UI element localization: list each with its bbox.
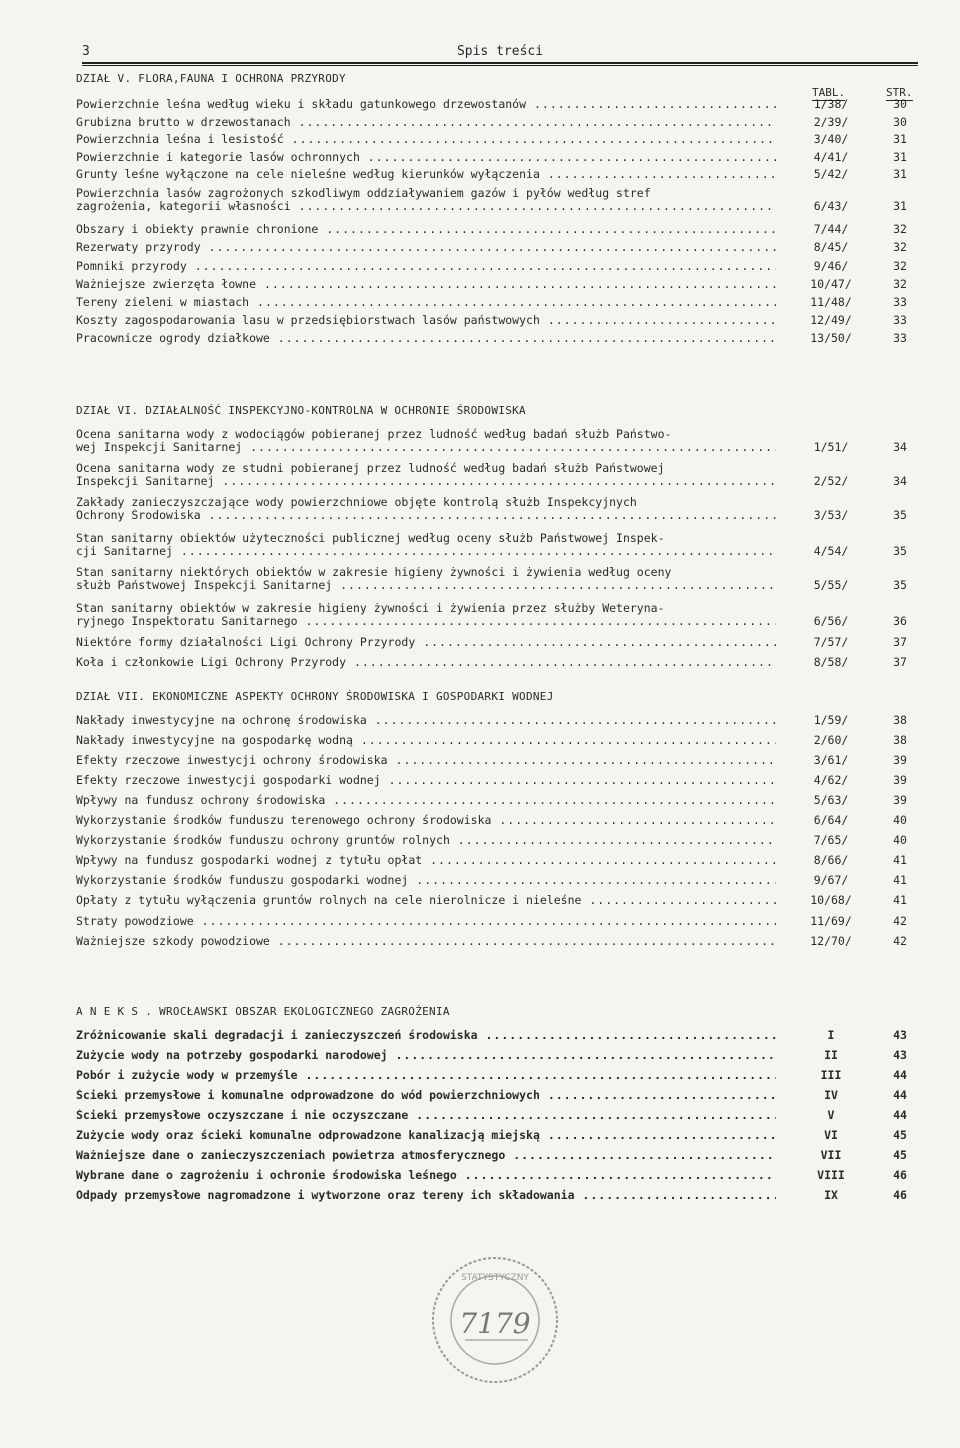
entry-title-line: Efekty rzeczowe inwestycji gospodarki wodnej ..... [76, 774, 776, 787]
page-ref: 36 [893, 614, 907, 628]
library-stamp [420, 1245, 570, 1395]
entry-title [76, 1129, 776, 1142]
entry-title [76, 1169, 776, 1182]
table-number: 6/43/ [813, 199, 849, 213]
entry-title [76, 1189, 776, 1202]
entry-title [76, 915, 776, 928]
page-ref: 34 [893, 474, 907, 488]
entry-title [76, 1069, 776, 1082]
page-ref: 30 [893, 97, 907, 111]
entry-title [76, 496, 776, 522]
entry-title-line: Straty powodziowe ..... [76, 915, 776, 928]
page-ref: 35 [893, 508, 907, 522]
table-number: 5/42/ [813, 167, 849, 181]
page-ref: 46 [893, 1168, 907, 1182]
table-number: V [827, 1108, 835, 1122]
entry-title-line: Ważniejsze szkody powodziowe ..... [76, 935, 776, 948]
header-rule-thin [82, 65, 918, 66]
table-number: 1/59/ [813, 713, 849, 727]
table-number: 2/60/ [813, 733, 849, 747]
entry-title-line: wej Inspekcji Sanitarnej ..... [76, 441, 776, 454]
entry-title [76, 278, 776, 291]
entry-title-line: Powierzchnie leśna według wieku i składu gatunkowego drzewostanów ..... [76, 98, 776, 111]
entry-title [76, 314, 776, 327]
page-ref: 42 [893, 914, 907, 928]
entry-title-line: Inspekcji Sanitarnej ..... [76, 475, 776, 488]
table-number: 7/57/ [813, 635, 849, 649]
page-ref: 33 [893, 313, 907, 327]
page-ref: 39 [893, 753, 907, 767]
entry-title [76, 935, 776, 948]
page-ref: 41 [893, 853, 907, 867]
page-ref: 39 [893, 793, 907, 807]
table-number: 7/65/ [813, 833, 849, 847]
entry-title-line: Rezerwaty przyrody ..... [76, 241, 776, 254]
entry-title [76, 602, 776, 628]
entry-title-line: Ochrony Środowiska ..... [76, 509, 776, 522]
page-ref: 40 [893, 833, 907, 847]
entry-title-line: zagrożenia, kategorii własności ..... [76, 200, 776, 213]
entry-title [76, 223, 776, 236]
table-number: 8/45/ [813, 240, 849, 254]
entry-title-line: Wykorzystanie środków funduszu terenowego ochrony środowiska ..... [76, 814, 776, 827]
page-ref: 44 [893, 1108, 907, 1122]
page-number: 3 [82, 44, 90, 59]
page-ref: 31 [893, 150, 907, 164]
page-title: Spis treści [456, 44, 544, 59]
entry-title-line: Nakłady inwestycyjne na ochronę środowiska ..... [76, 714, 776, 727]
entry-title [76, 636, 776, 649]
table-number: VII [820, 1148, 842, 1162]
page-ref: 43 [893, 1028, 907, 1042]
entry-title-line: Stan sanitarny obiektów w zakresie higieny żywności i żywienia przez służby Weteryna- [76, 602, 665, 615]
page-ref: 32 [893, 259, 907, 273]
entry-title-line: Koszty zagospodarowania lasu w przedsiębiorstwach lasów państwowych ..... [76, 314, 776, 327]
entry-title-line: Opłaty z tytułu wyłączenia gruntów rolnych na cele nierolnicze i nieleśne ..... [76, 894, 776, 907]
entry-title-line: Ważniejsze dane o zanieczyszczeniach powietrza atmosferycznego ..... [76, 1149, 776, 1162]
page-ref: 37 [893, 655, 907, 669]
entry-title [76, 1109, 776, 1122]
entry-title [76, 133, 776, 146]
page-ref: 42 [893, 934, 907, 948]
page-ref: 33 [893, 295, 907, 309]
table-number: 11/48/ [810, 295, 852, 309]
section-title: DZIAŁ VI. DZIAŁALNOŚĆ INSPEKCYJNO-KONTROLNA W OCHRONIE ŚRODOWISKA [76, 404, 526, 417]
entry-title [76, 894, 776, 907]
entry-title-line: Wykorzystanie środków funduszu gospodarki wodnej ..... [76, 874, 776, 887]
entry-title-line: Zakłady zanieczyszczające wody powierzchniowe objęte kontrolą służb Inspekcyjnych [76, 496, 637, 509]
entry-title [76, 734, 776, 747]
table-number: 4/62/ [813, 773, 849, 787]
entry-title [76, 1049, 776, 1062]
page-ref: 32 [893, 277, 907, 291]
table-number: 3/61/ [813, 753, 849, 767]
page-ref: 30 [893, 115, 907, 129]
entry-title-line: ryjnego Inspektoratu Sanitarnego ..... [76, 615, 776, 628]
table-number: 6/56/ [813, 614, 849, 628]
entry-title [76, 834, 776, 847]
entry-title [76, 428, 776, 454]
table-number: 3/40/ [813, 132, 849, 146]
entry-title-line: Wybrane dane o zagrożeniu i ochronie środowiska leśnego ..... [76, 1169, 776, 1182]
entry-title-line: Zróżnicowanie skali degradacji i zanieczyszczeń środowiska ..... [76, 1029, 776, 1042]
entry-title-line: służb Państwowej Inspekcji Sanitarnej ..... [76, 579, 776, 592]
page-ref: 31 [893, 199, 907, 213]
table-number: 4/54/ [813, 544, 849, 558]
entry-title-line: Pracownicze ogrody działkowe ..... [76, 332, 776, 345]
table-number: 3/53/ [813, 508, 849, 522]
page-ref: 44 [893, 1068, 907, 1082]
entry-title [76, 774, 776, 787]
table-number: 12/49/ [810, 313, 852, 327]
entry-title-line: Efekty rzeczowe inwestycji ochrony środowiska ..... [76, 754, 776, 767]
entry-title-line: Ścieki przemysłowe oczyszczane i nie oczyszczane ..... [76, 1109, 776, 1122]
entry-title [76, 151, 776, 164]
page-ref: 41 [893, 873, 907, 887]
entry-title [76, 566, 776, 592]
table-number: IV [824, 1088, 838, 1102]
entry-title-line: Grubizna brutto w drzewostanach ..... [76, 116, 776, 129]
str-column-header: STR. [886, 86, 913, 99]
entry-title [76, 1149, 776, 1162]
page-ref: 38 [893, 713, 907, 727]
entry-title-line: Tereny zieleni w miastach ..... [76, 296, 776, 309]
entry-title [76, 462, 776, 488]
section-title: DZIAŁ V. FLORA,FAUNA I OCHRONA PRZYRODY [76, 72, 346, 85]
page-ref: 32 [893, 240, 907, 254]
entry-title-line: Zużycie wody oraz ścieki komunalne odprowadzone kanalizacją miejską ..... [76, 1129, 776, 1142]
table-number: II [824, 1048, 838, 1062]
entry-title [76, 714, 776, 727]
section-vi [76, 402, 920, 669]
table-number: I [827, 1028, 835, 1042]
table-number: 6/64/ [813, 813, 849, 827]
page-ref: 46 [893, 1188, 907, 1202]
entry-title-line: Powierzchnia leśna i lesistość ..... [76, 133, 776, 146]
entry-title-line: Ocena sanitarna wody ze studni pobieranej przez ludność według badań służb Państwowej [76, 462, 665, 475]
page-ref: 34 [893, 440, 907, 454]
entry-title-line: Powierzchnie i kategorie lasów ochronnych ..... [76, 151, 776, 164]
entry-title-line: Obszary i obiekty prawnie chronione ..... [76, 223, 776, 236]
entry-title-line: Nakłady inwestycyjne na gospodarkę wodną ..... [76, 734, 776, 747]
stamp-number: 7179 [459, 1307, 531, 1340]
entry-title-line: Grunty leśne wyłączone na cele nieleśne według kierunków wyłączenia ..... [76, 168, 776, 181]
table-number: 11/69/ [810, 914, 852, 928]
entry-title-line: Wpływy na fundusz ochrony środowiska ..... [76, 794, 776, 807]
entry-title-line: Stan sanitarny obiektów użyteczności publicznej według oceny służb Państwowej Inspek- [76, 532, 665, 545]
entry-title-line: Ważniejsze zwierzęta łowne ..... [76, 278, 776, 291]
page-ref: 31 [893, 132, 907, 146]
header-rule [82, 62, 918, 64]
table-number: 8/58/ [813, 655, 849, 669]
page-ref: 37 [893, 635, 907, 649]
entry-title [76, 116, 776, 129]
page-ref: 41 [893, 893, 907, 907]
page-ref: 35 [893, 578, 907, 592]
entry-title-line: Pomniki przyrody ..... [76, 260, 776, 273]
table-number: 7/44/ [813, 222, 849, 236]
table-number: IX [824, 1188, 838, 1202]
page-header [82, 44, 918, 64]
page-ref: 44 [893, 1088, 907, 1102]
table-number: 5/55/ [813, 578, 849, 592]
entry-title [76, 854, 776, 867]
entry-title-line: Wpływy na fundusz gospodarki wodnej z tytułu opłat ..... [76, 854, 776, 867]
page-ref: 33 [893, 331, 907, 345]
entry-title [76, 296, 776, 309]
entry-title [76, 241, 776, 254]
page-ref: 45 [893, 1148, 907, 1162]
table-number: 9/67/ [813, 873, 849, 887]
entry-title [76, 814, 776, 827]
page-ref: 31 [893, 167, 907, 181]
entry-title [76, 794, 776, 807]
entry-title-line: Powierzchnia lasów zagrożonych szkodliwym oddziaływaniem gazów i pyłów według stref [76, 187, 651, 200]
page-ref: 38 [893, 733, 907, 747]
page-ref: 35 [893, 544, 907, 558]
entry-title [76, 168, 776, 181]
entry-title-line: Odpady przemysłowe nagromadzone i wytworzone oraz tereny ich składowania ..... [76, 1189, 776, 1202]
entry-title [76, 98, 776, 111]
entry-title-line: Pobór i zużycie wody w przemyśle ..... [76, 1069, 776, 1082]
svg-text:STATYSTYCZNY: STATYSTYCZNY [461, 1273, 529, 1283]
table-number: 10/47/ [810, 277, 852, 291]
entry-title [76, 874, 776, 887]
table-number: 4/41/ [813, 150, 849, 164]
page-ref: 32 [893, 222, 907, 236]
section-title: DZIAŁ VII. EKONOMICZNE ASPEKTY OCHRONY ŚRODOWISKA I GOSPODARKI WODNEJ [76, 690, 554, 703]
table-number: 8/66/ [813, 853, 849, 867]
table-number: 2/52/ [813, 474, 849, 488]
entry-title-line: Niektóre formy działalności Ligi Ochrony Przyrody ..... [76, 636, 776, 649]
table-number: VI [824, 1128, 838, 1142]
entry-title-line: Koła i członkowie Ligi Ochrony Przyrody ..... [76, 656, 776, 669]
page-ref: 40 [893, 813, 907, 827]
table-number: III [820, 1068, 842, 1082]
page-ref: 45 [893, 1128, 907, 1142]
table-number: 10/68/ [810, 893, 852, 907]
entry-title [76, 532, 776, 558]
table-number: 5/63/ [813, 793, 849, 807]
entry-title-line: Wykorzystanie środków funduszu ochrony gruntów rolnych ..... [76, 834, 776, 847]
entry-title [76, 1089, 776, 1102]
table-number: 1/51/ [813, 440, 849, 454]
section-title: A N E K S . WROCŁAWSKI OBSZAR EKOLOGICZNEGO ZAGROŻENIA [76, 1005, 450, 1018]
table-number: VIII [817, 1168, 845, 1182]
entry-title [76, 332, 776, 345]
page-ref: 43 [893, 1048, 907, 1062]
entry-title [76, 1029, 776, 1042]
entry-title-line: cji Sanitarnej ..... [76, 545, 776, 558]
entry-title [76, 187, 776, 213]
entry-title-line: Zużycie wody na potrzeby gospodarki narodowej ..... [76, 1049, 776, 1062]
section-vii [76, 688, 920, 948]
section-aneks [76, 1003, 920, 1202]
table-number: 1/38/ [813, 97, 849, 111]
table-number: 9/46/ [813, 259, 849, 273]
entry-title-line: Ocena sanitarna wody z wodociągów pobieranej przez ludność według badań służb Państwo- [76, 428, 672, 441]
table-number: 13/50/ [810, 331, 852, 345]
entry-title [76, 656, 776, 669]
table-number: 2/39/ [813, 115, 849, 129]
table-number: 12/70/ [810, 934, 852, 948]
tab-column-header: TABL. [812, 86, 846, 99]
entry-title-line: Ścieki przemysłowe i komunalne odprowadzone do wód powierzchniowych ..... [76, 1089, 776, 1102]
entry-title [76, 260, 776, 273]
entry-title-line: Stan sanitarny niektórych obiektów w zakresie higieny żywności i żywienia według oceny [76, 566, 672, 579]
page-ref: 39 [893, 773, 907, 787]
entry-title [76, 754, 776, 767]
